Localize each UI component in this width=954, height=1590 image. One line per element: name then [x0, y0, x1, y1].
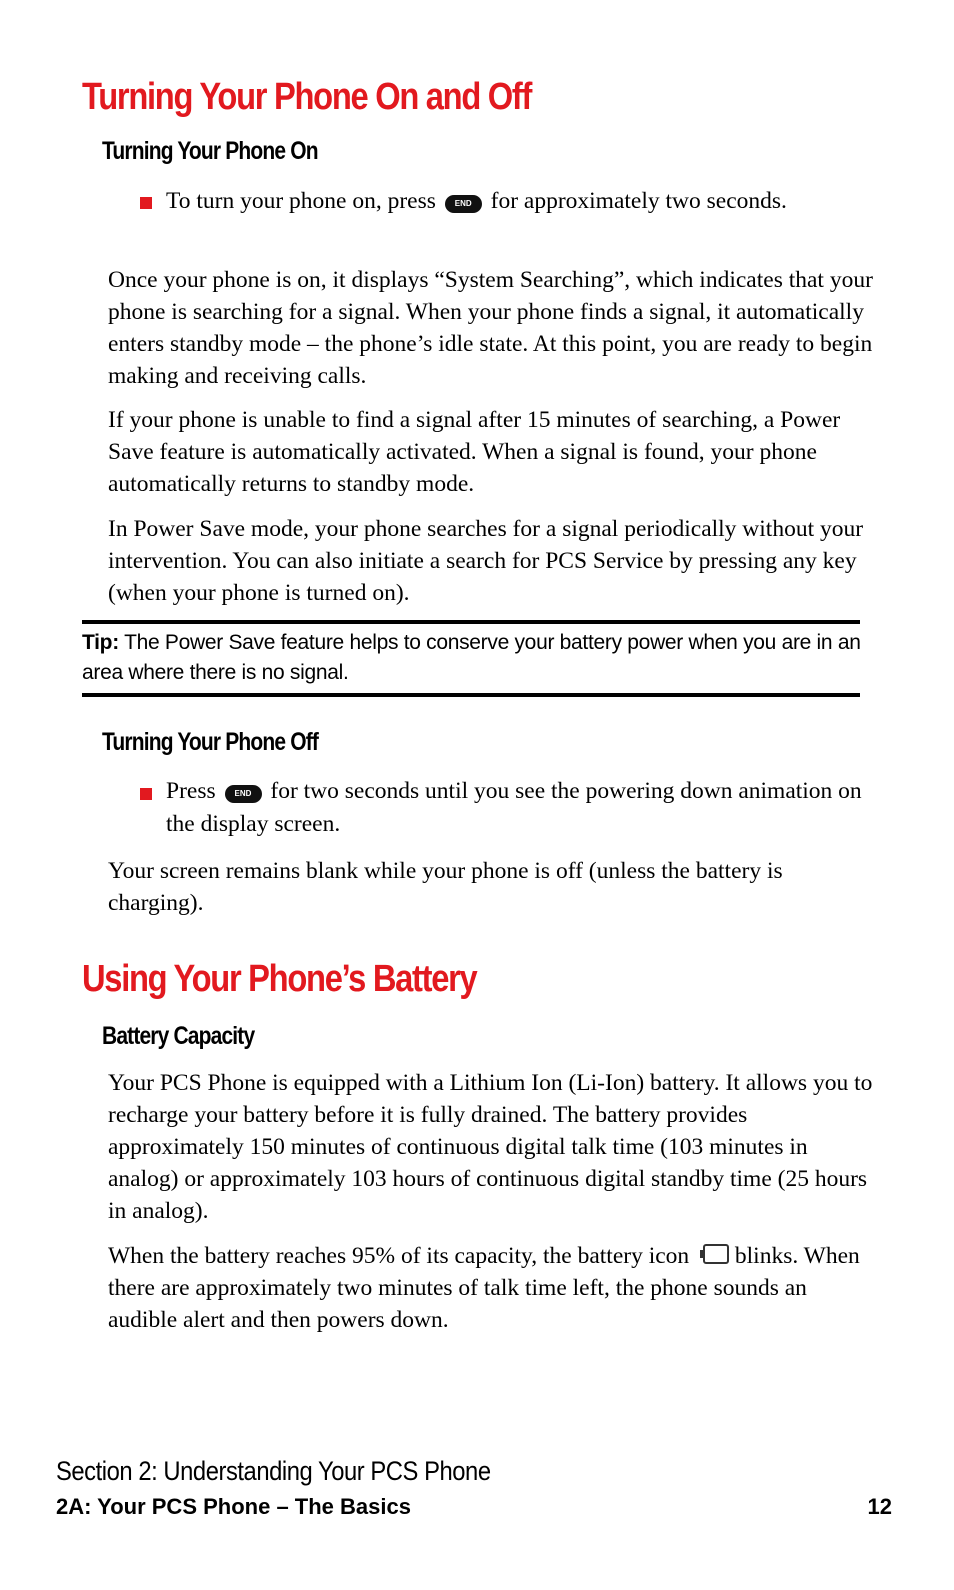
paragraph-battery-alert-pre: When the battery reaches 95% of its capacity, the battery icon — [108, 1243, 690, 1269]
paragraph-power-save-mode: In Power Save mode, your phone searches for a signal periodically without your intervention. You can also initiate a search for PCS Service by pressing any key (when your phone is turned on). — [108, 516, 864, 606]
subheading-battery-capacity: Battery Capacity — [102, 1022, 255, 1050]
paragraph-battery-alert — [108, 1240, 878, 1336]
bullet-turn-on-pre: To turn your phone on, press — [166, 188, 436, 214]
bullet-square — [140, 788, 152, 800]
paragraph-battery-capacity: Your PCS Phone is equipped with a Lithium Ion (Li-Ion) battery. It allows you to recharge your battery before it is fully drained. The battery provides approximately 150 minutes of continuous digital talk time (103 minutes in analog) or approximately 103 hours of continuous digital standby time (25 hours in analog). — [108, 1070, 873, 1224]
bullet-turn-off-pre: Press — [166, 778, 216, 804]
section-title-battery: Using Your Phone’s Battery — [82, 958, 477, 1000]
end-key-icon: END — [445, 195, 482, 213]
footer-chapter-title: 2A: Your PCS Phone – The Basics — [56, 1494, 411, 1519]
bullet-square — [140, 197, 152, 209]
paragraph-screen-blank: Your screen remains blank while your phone is off (unless the battery is charging). — [108, 858, 783, 916]
paragraph-battery-alert-post: blinks. When there are approximately two minutes of talk time left, the phone sounds an audible alert and then powers down. — [108, 1243, 860, 1333]
bullet-turn-on — [166, 185, 866, 218]
tip-bottom-rule — [82, 693, 860, 697]
bullet-turn-off-post: for two seconds until you see the powering down animation on the display screen. — [166, 778, 862, 837]
tip-box — [82, 628, 862, 688]
paragraph-system-searching: Once your phone is on, it displays “System Searching”, which indicates that your phone is searching for a signal. When your phone finds a signal, it automatically enters standby mode – the phone’s idle state. At this point, you are ready to begin making and receiving calls. — [108, 267, 873, 389]
paragraph-power-save-activate: If your phone is unable to find a signal after 15 minutes of searching, a Power Save feature is automatically activated. When a signal is found, your phone automatically returns to standby mode. — [108, 407, 841, 497]
page-number: 12 — [867, 1494, 892, 1519]
bullet-turn-off — [166, 775, 866, 841]
footer-section-title: Section 2: Understanding Your PCS Phone — [56, 1456, 491, 1486]
end-key-icon: END — [225, 785, 262, 803]
subheading-turning-on: Turning Your Phone On — [102, 137, 318, 165]
bullet-turn-on-post: for approximately two seconds. — [490, 188, 787, 214]
subheading-turning-off: Turning Your Phone Off — [102, 728, 318, 756]
tip-text: The Power Save feature helps to conserve your battery power when you are in an area where there is no signal. — [82, 631, 861, 684]
tip-top-rule — [82, 620, 860, 624]
tip-label: Tip: — [82, 631, 119, 654]
section-title-on-off: Turning Your Phone On and Off — [82, 76, 532, 118]
battery-icon — [703, 1244, 729, 1264]
